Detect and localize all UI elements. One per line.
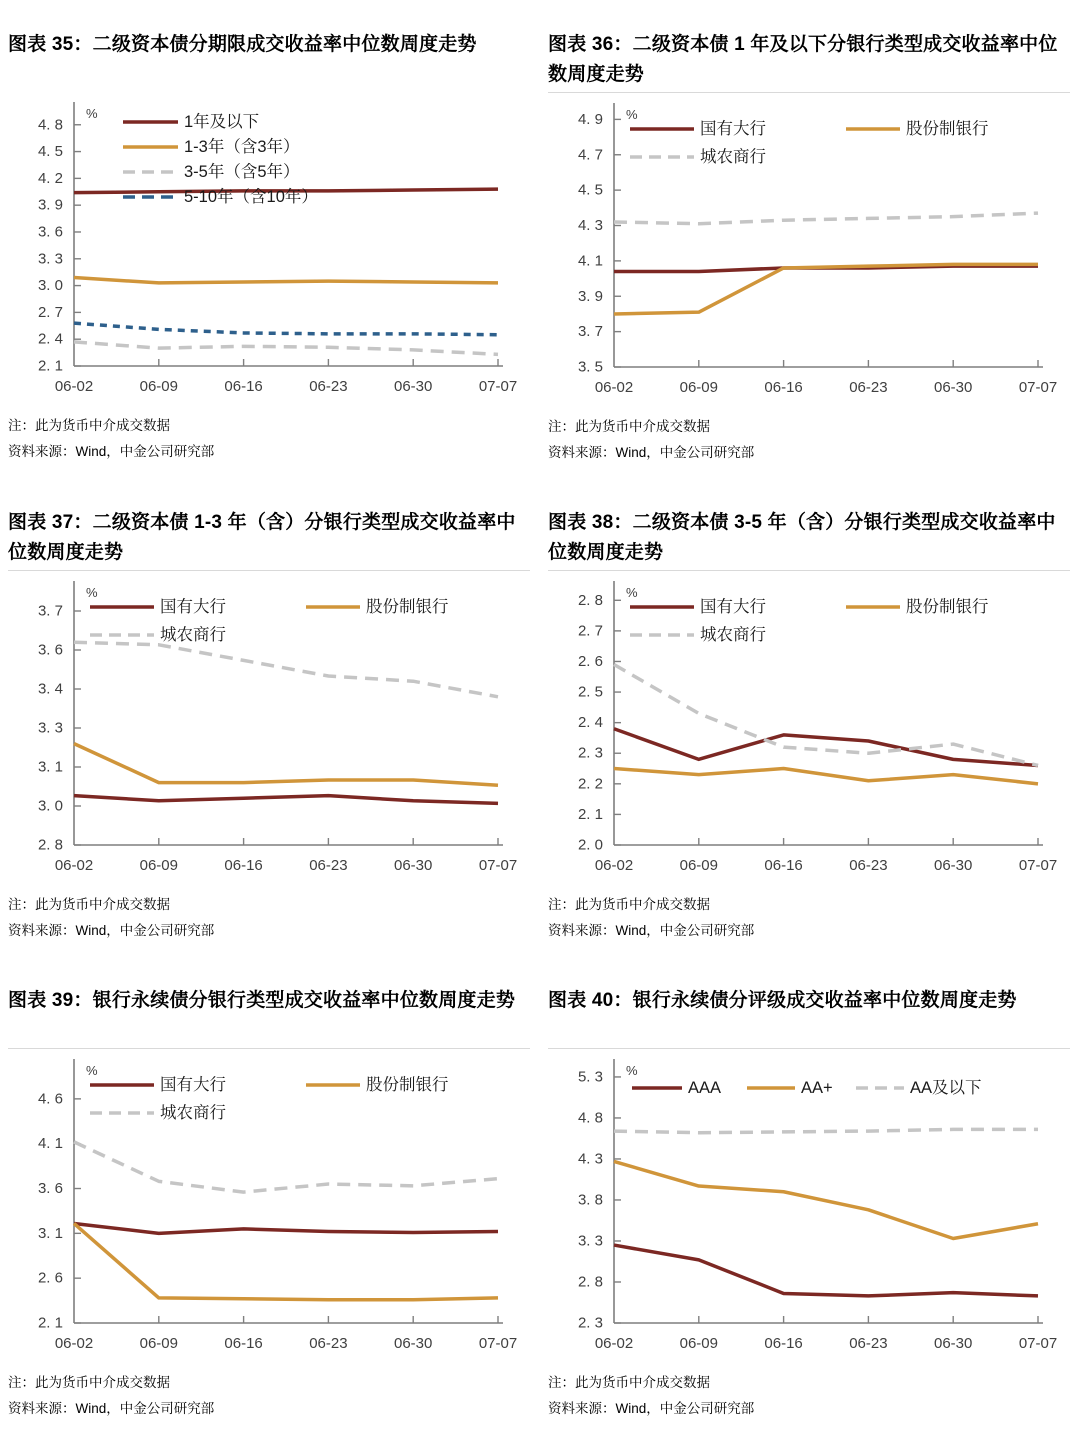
x-tick-label: 07-07: [1018, 379, 1058, 396]
y-tick-label: 3. 3: [577, 1232, 603, 1250]
y-tick-label: 4. 6: [37, 1090, 63, 1108]
y-tick-label: 4. 3: [577, 1150, 603, 1168]
x-tick-label: 06-30: [394, 378, 433, 395]
y-tick-label: 4. 2: [37, 169, 63, 187]
fig39-series-line-国有大行: [74, 1223, 498, 1233]
legend-label: 城农商行: [700, 626, 766, 644]
figure-40-note: 注：此为货币中介成交数据: [548, 1375, 710, 1390]
figure-35: [0, 0, 540, 478]
x-tick-label: 07-07: [1018, 1335, 1058, 1352]
fig36-legend-item-城农商行: [630, 147, 766, 166]
fig38-series-line-国有大行: [614, 729, 1038, 766]
y-tick-label: 4. 8: [37, 116, 63, 134]
x-tick-label: 06-30: [394, 857, 433, 874]
fig40-legend-item-AA+: [747, 1079, 833, 1097]
figure-35-title-area: [8, 30, 534, 92]
fig39-series-line-城农商行: [74, 1142, 498, 1192]
y-axis-unit-label: %: [86, 585, 98, 600]
x-tick-label: 07-07: [478, 378, 518, 395]
legend-label: 国有大行: [700, 120, 766, 138]
x-tick-label: 06-02: [54, 857, 94, 874]
y-axis-unit-label: %: [626, 1063, 638, 1078]
fig40-series-line-AA+: [614, 1161, 1038, 1238]
fig40-series-line-AA及以下: [614, 1129, 1038, 1132]
y-tick-label: 3. 7: [577, 323, 603, 341]
fig35-series-line-3-5年（含5年）: [74, 342, 498, 355]
y-tick-label: 3. 9: [37, 196, 63, 214]
figure-36-source: 资料来源：Wind，中金公司研究部: [548, 445, 755, 460]
figure-40-title-divider: [548, 1048, 1070, 1049]
figure-37-note: 注：此为货币中介成交数据: [8, 897, 170, 912]
x-tick-label: 06-02: [54, 378, 94, 395]
y-tick-label: 2. 7: [577, 622, 603, 640]
fig38-svg: [548, 573, 1068, 887]
legend-label: 5-10年（含10年）: [184, 188, 318, 206]
figure-39: [0, 956, 540, 1440]
legend-label: 股份制银行: [366, 598, 449, 616]
fig39-series-line-股份制银行: [74, 1223, 498, 1299]
legend-label: 城农商行: [160, 626, 226, 644]
figure-37: [0, 478, 540, 956]
fig35-series-line-1-3年（含3年）: [74, 278, 498, 283]
y-tick-label: 2. 8: [37, 836, 63, 854]
x-tick-label: 06-23: [849, 1335, 888, 1352]
y-tick-label: 2. 8: [577, 1273, 603, 1291]
fig35-svg: [8, 94, 528, 408]
fig38-legend-item-股份制银行: [846, 597, 989, 616]
figure-40-title-area: [548, 986, 1074, 1048]
y-axis-unit-label: %: [626, 107, 638, 122]
y-tick-label: 4. 1: [37, 1135, 63, 1153]
figure-38-title-area: [548, 508, 1074, 570]
legend-label: 城农商行: [700, 148, 766, 166]
legend-label: 股份制银行: [906, 120, 989, 138]
legend-label: AAA: [688, 1079, 722, 1097]
figure-36: [540, 0, 1080, 478]
fig35-legend-item-1-3年（含3年）: [123, 136, 300, 156]
figure-37-source: 资料来源：Wind，中金公司研究部: [8, 923, 215, 938]
figure-36-title: 图表 36：二级资本债 1 年及以下分银行类型成交收益率中位数周度走势: [548, 34, 1058, 85]
fig36-svg: [548, 95, 1068, 409]
legend-label: 3-5年（含5年）: [184, 163, 300, 181]
y-tick-label: 3. 8: [577, 1191, 603, 1209]
x-tick-label: 06-09: [679, 1335, 718, 1352]
legend-label: 国有大行: [700, 598, 766, 616]
x-tick-label: 06-02: [594, 857, 634, 874]
x-tick-label: 06-30: [934, 1335, 973, 1352]
figure-40-chart: [548, 1051, 1068, 1365]
figure-39-source: 资料来源：Wind，中金公司研究部: [8, 1401, 215, 1416]
y-tick-label: 5. 3: [577, 1068, 603, 1086]
figure-36-title-area: [548, 30, 1074, 92]
fig35-legend-item-3-5年（含5年）: [123, 161, 300, 181]
figure-37-chart: [8, 573, 528, 887]
y-axis-unit-label: %: [86, 1063, 98, 1078]
x-tick-label: 06-30: [934, 857, 973, 874]
figure-40-source: 资料来源：Wind，中金公司研究部: [548, 1401, 755, 1416]
legend-label: AA+: [801, 1079, 833, 1097]
figure-40: [540, 956, 1080, 1440]
y-tick-label: 2. 1: [37, 1314, 63, 1332]
y-tick-label: 2. 1: [577, 805, 603, 823]
y-tick-label: 2. 4: [37, 330, 63, 348]
x-tick-label: 07-07: [478, 1335, 518, 1352]
y-tick-label: 2. 5: [577, 683, 603, 701]
fig40-legend-item-AAA: [632, 1079, 721, 1097]
fig35-legend-item-5-10年（含10年）: [123, 186, 318, 206]
y-tick-label: 4. 1: [577, 252, 603, 270]
figure-35-title: 图表 35：二级资本债分期限成交收益率中位数周度走势: [8, 34, 477, 55]
x-tick-label: 06-02: [54, 1335, 94, 1352]
y-tick-label: 2. 3: [577, 744, 603, 762]
x-tick-label: 06-02: [594, 379, 634, 396]
x-tick-label: 06-16: [764, 379, 803, 396]
y-tick-label: 4. 7: [577, 146, 603, 164]
fig39-svg: [8, 1051, 528, 1365]
figure-39-note: 注：此为货币中介成交数据: [8, 1375, 170, 1390]
x-tick-label: 06-23: [309, 857, 348, 874]
figure-38-source: 资料来源：Wind，中金公司研究部: [548, 923, 755, 938]
y-tick-label: 2. 6: [37, 1269, 63, 1287]
y-tick-label: 3. 1: [37, 1224, 63, 1242]
y-axis-unit-label: %: [86, 106, 98, 121]
y-tick-label: 2. 2: [577, 775, 603, 793]
y-tick-label: 2. 3: [577, 1314, 603, 1332]
y-tick-label: 3. 6: [37, 641, 63, 659]
fig37-series-line-国有大行: [74, 796, 498, 804]
fig38-legend-item-国有大行: [630, 597, 766, 616]
y-tick-label: 3. 3: [37, 250, 63, 268]
x-tick-label: 06-30: [394, 1335, 433, 1352]
figure-36-chart: [548, 95, 1068, 409]
fig40-series-line-AAA: [614, 1245, 1038, 1296]
fig37-series-line-股份制银行: [74, 744, 498, 786]
y-tick-label: 2. 7: [37, 303, 63, 321]
figure-39-title-divider: [8, 1048, 530, 1049]
y-tick-label: 2. 1: [37, 357, 63, 375]
y-tick-label: 3. 7: [37, 602, 63, 620]
figure-39-title-area: [8, 986, 534, 1048]
figure-39-title: 图表 39：银行永续债分银行类型成交收益率中位数周度走势: [8, 990, 516, 1011]
y-tick-label: 2. 8: [577, 591, 603, 609]
fig39-legend-item-国有大行: [90, 1075, 226, 1094]
fig36-legend-item-国有大行: [630, 119, 766, 138]
y-tick-label: 4. 5: [37, 143, 63, 161]
y-tick-label: 3. 9: [577, 287, 603, 305]
legend-label: 国有大行: [160, 598, 226, 616]
legend-label: 股份制银行: [366, 1076, 449, 1094]
fig39-legend-item-城农商行: [90, 1103, 226, 1122]
x-tick-label: 06-09: [679, 857, 718, 874]
fig37-legend-item-股份制银行: [306, 597, 449, 616]
figure-36-note: 注：此为货币中介成交数据: [548, 419, 710, 434]
legend-label: 国有大行: [160, 1076, 226, 1094]
x-tick-label: 06-16: [224, 857, 263, 874]
figure-35-chart: [8, 94, 528, 408]
y-axis-unit-label: %: [626, 585, 638, 600]
fig39-legend-item-股份制银行: [306, 1075, 449, 1094]
legend-label: AA及以下: [910, 1079, 982, 1097]
x-tick-label: 06-30: [934, 379, 973, 396]
x-tick-label: 06-09: [679, 379, 718, 396]
y-tick-label: 2. 6: [577, 652, 603, 670]
figure-36-title-divider: [548, 92, 1070, 93]
x-tick-label: 06-09: [139, 378, 178, 395]
figure-35-source: 资料来源：Wind，中金公司研究部: [8, 444, 215, 459]
figure-38: [540, 478, 1080, 956]
fig37-legend-item-国有大行: [90, 597, 226, 616]
fig35-legend-item-1年及以下: [123, 111, 259, 131]
x-tick-label: 06-23: [309, 1335, 348, 1352]
y-tick-label: 3. 6: [37, 223, 63, 241]
y-tick-label: 3. 6: [37, 1180, 63, 1198]
y-tick-label: 3. 1: [37, 758, 63, 776]
y-tick-label: 3. 3: [37, 719, 63, 737]
y-tick-label: 3. 5: [577, 358, 603, 376]
fig37-legend-item-城农商行: [90, 625, 226, 644]
y-tick-label: 4. 5: [577, 181, 603, 199]
x-tick-label: 06-09: [139, 1335, 178, 1352]
x-tick-label: 06-23: [849, 857, 888, 874]
x-tick-label: 06-02: [594, 1335, 634, 1352]
y-tick-label: 4. 3: [577, 217, 603, 235]
figure-35-note: 注：此为货币中介成交数据: [8, 418, 170, 433]
x-tick-label: 06-16: [764, 1335, 803, 1352]
figure-38-title: 图表 38：二级资本债 3-5 年（含）分银行类型成交收益率中位数周度走势: [548, 512, 1056, 563]
figure-37-title-divider: [8, 570, 530, 571]
fig38-legend-item-城农商行: [630, 625, 766, 644]
fig36-legend-item-股份制银行: [846, 119, 989, 138]
legend-label: 1年及以下: [184, 113, 260, 131]
y-tick-label: 4. 8: [577, 1109, 603, 1127]
fig37-series-line-城农商行: [74, 642, 498, 697]
y-tick-label: 3. 4: [37, 680, 63, 698]
fig36-series-line-城农商行: [614, 213, 1038, 224]
legend-label: 城农商行: [160, 1104, 226, 1122]
y-tick-label: 2. 4: [577, 714, 603, 732]
figure-37-title-area: [8, 508, 534, 570]
x-tick-label: 06-09: [139, 857, 178, 874]
figure-40-title: 图表 40：银行永续债分评级成交收益率中位数周度走势: [548, 990, 1017, 1011]
x-tick-label: 06-16: [764, 857, 803, 874]
x-tick-label: 07-07: [478, 857, 518, 874]
y-tick-label: 3. 0: [37, 277, 63, 295]
figure-38-note: 注：此为货币中介成交数据: [548, 897, 710, 912]
fig40-svg: [548, 1051, 1068, 1365]
fig40-legend-item-AA及以下: [856, 1078, 982, 1097]
fig38-series-line-股份制银行: [614, 769, 1038, 784]
figure-38-chart: [548, 573, 1068, 887]
legend-label: 1-3年（含3年）: [184, 138, 300, 156]
x-tick-label: 06-16: [224, 1335, 263, 1352]
figure-38-title-divider: [548, 570, 1070, 571]
legend-label: 股份制银行: [906, 598, 989, 616]
y-tick-label: 2. 0: [577, 836, 603, 854]
x-tick-label: 06-16: [224, 378, 263, 395]
figure-39-chart: [8, 1051, 528, 1365]
x-tick-label: 06-23: [849, 379, 888, 396]
x-tick-label: 07-07: [1018, 857, 1058, 874]
figure-37-title: 图表 37：二级资本债 1-3 年（含）分银行类型成交收益率中位数周度走势: [8, 512, 516, 563]
fig37-svg: [8, 573, 528, 887]
y-tick-label: 4. 9: [577, 110, 603, 128]
fig35-series-line-5-10年（含10年）: [74, 323, 498, 335]
y-tick-label: 3. 0: [37, 797, 63, 815]
x-tick-label: 06-23: [309, 378, 348, 395]
